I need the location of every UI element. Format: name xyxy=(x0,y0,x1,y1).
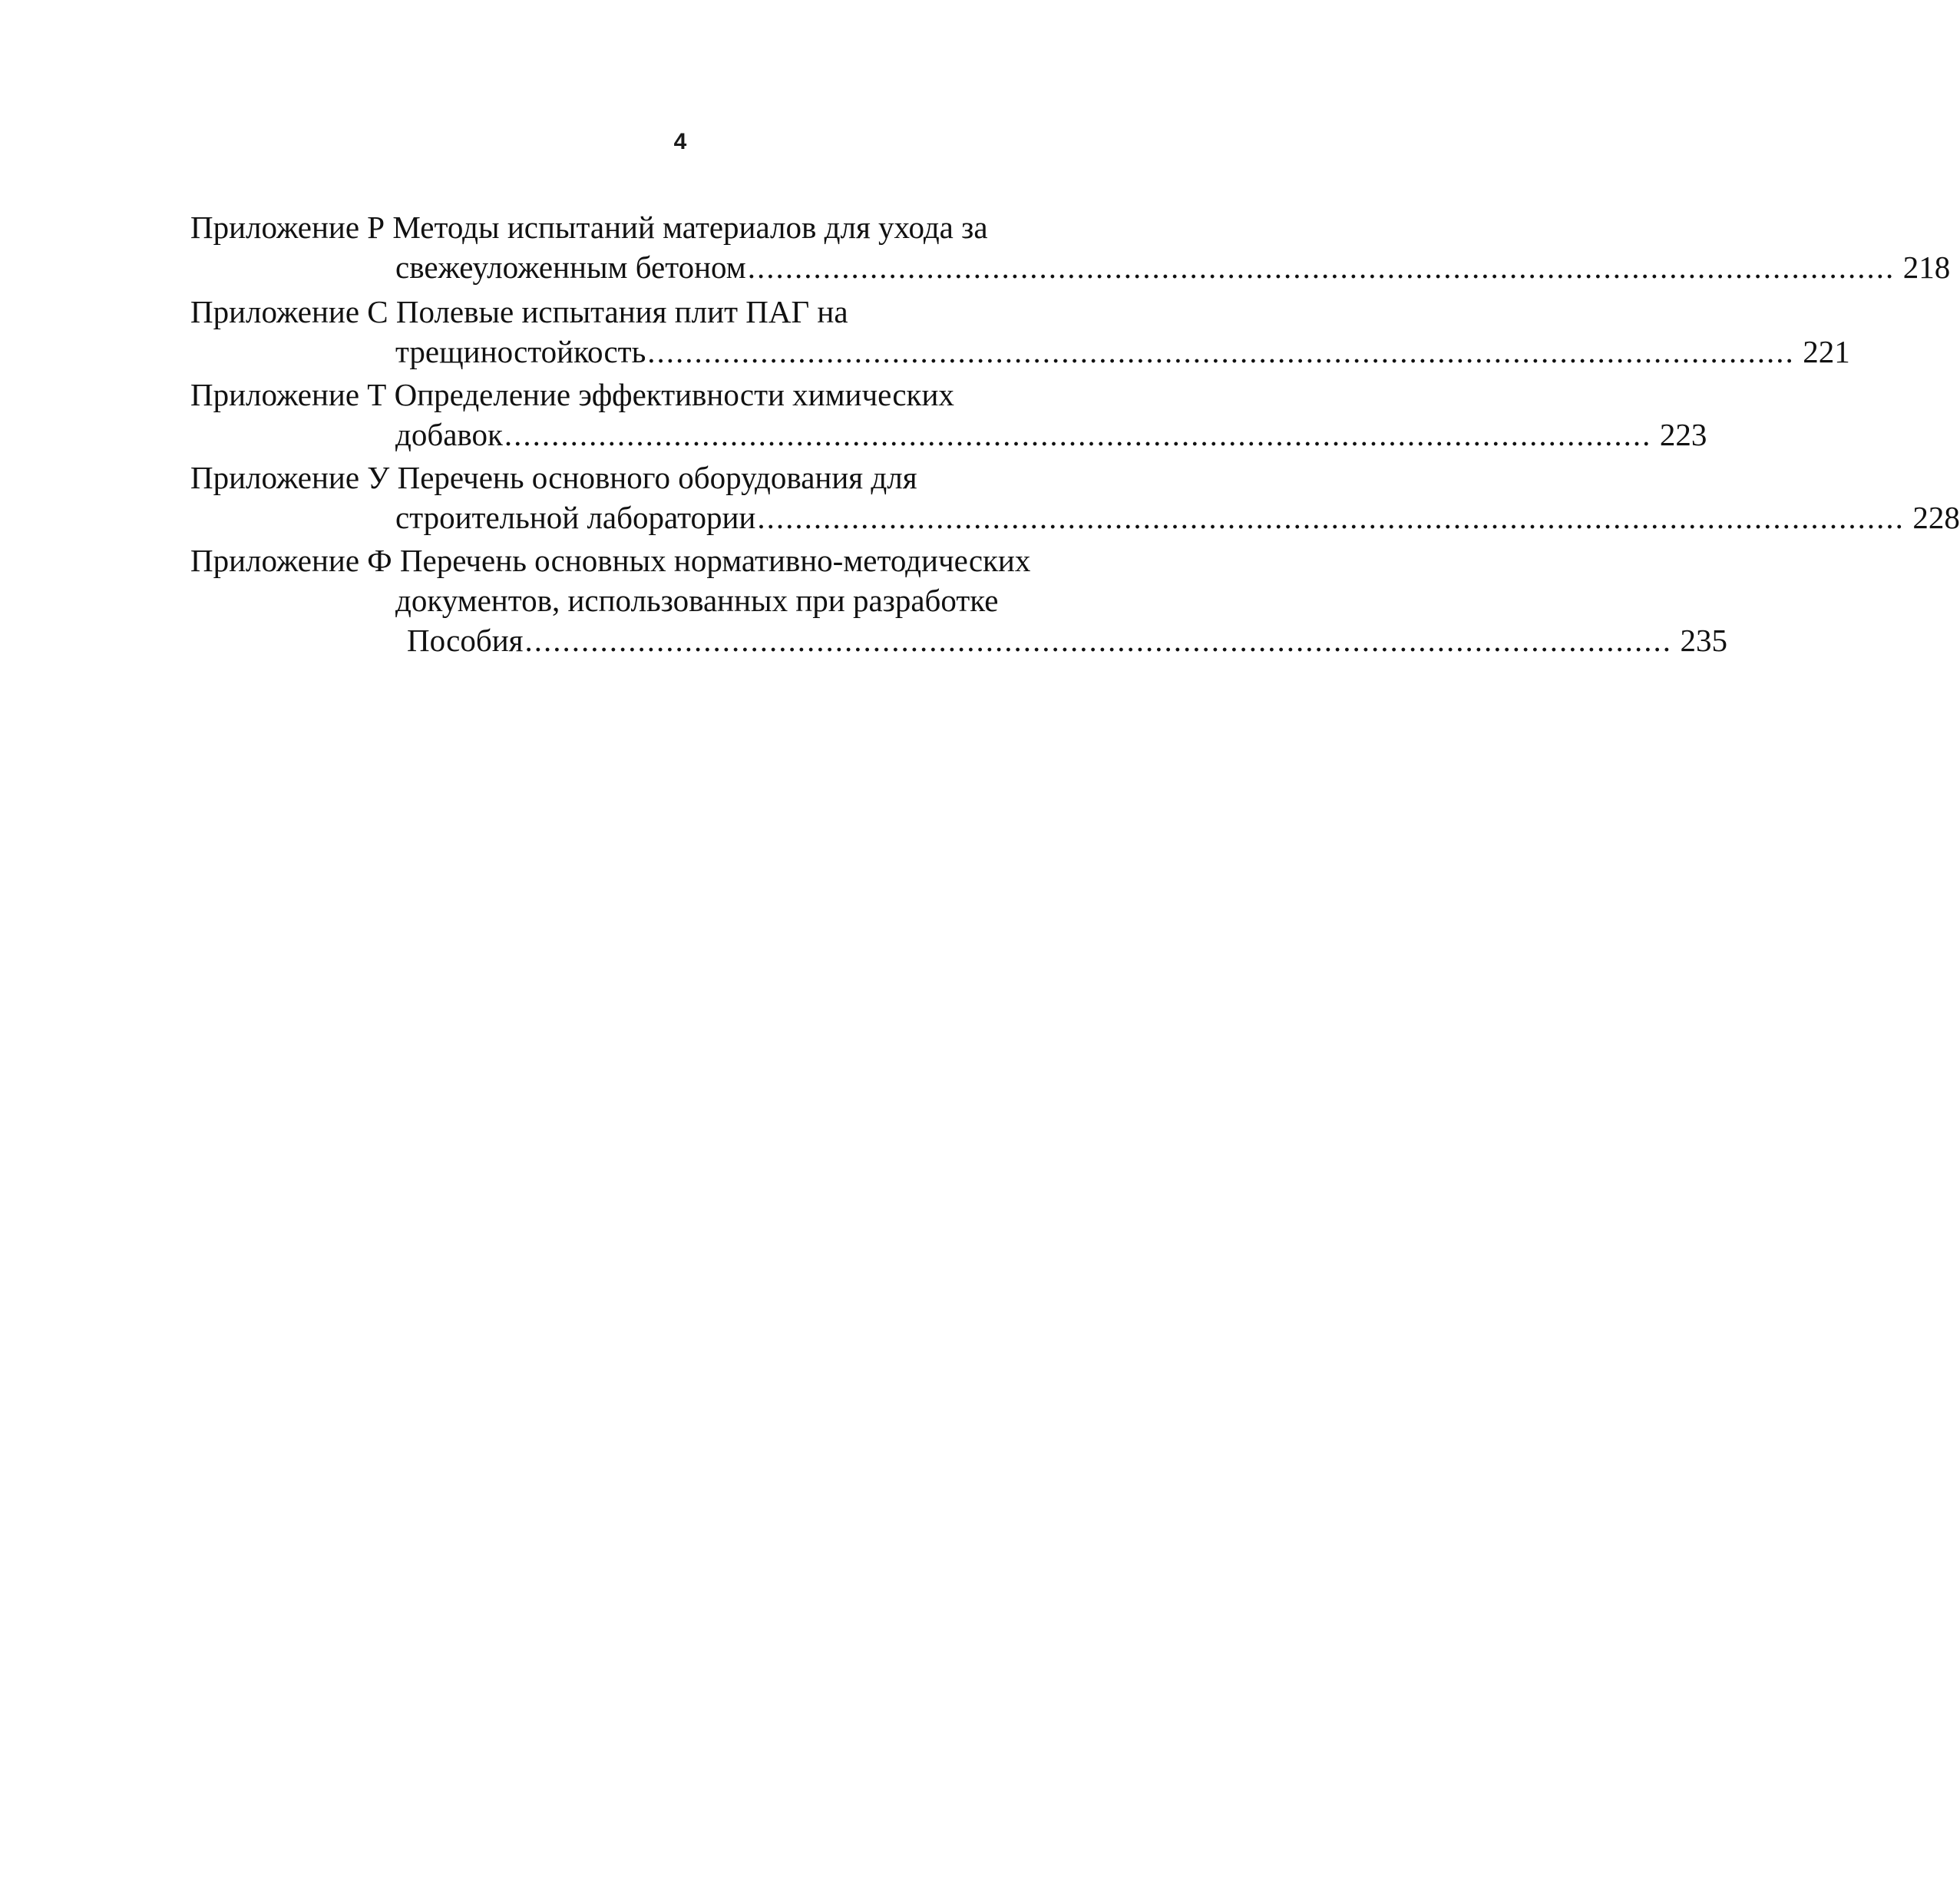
toc-page-number: 221 xyxy=(1803,334,1850,369)
toc-entry-title-middle: документов, использованных при разработке xyxy=(395,583,999,618)
toc-entry-u-heading[interactable] xyxy=(190,458,917,497)
dot-leader: .......................................................................................................................... xyxy=(524,623,1672,658)
toc-entry-t-heading[interactable] xyxy=(190,375,954,415)
toc-entry-r-heading[interactable] xyxy=(190,207,988,247)
toc-entry-title: Определение эффективности химических xyxy=(394,377,954,412)
toc-page-number: 235 xyxy=(1680,623,1727,658)
toc-entry-f-middle xyxy=(395,580,1360,620)
toc-entry-u-continuation[interactable] xyxy=(395,497,1960,537)
dot-leader: .......................................................................................................................... xyxy=(504,417,1652,452)
toc-entry-title: Перечень основного оборудования для xyxy=(397,460,917,495)
toc-entry-t-continuation[interactable] xyxy=(395,415,1707,455)
dot-leader: .......................................................................................................................... xyxy=(757,500,1905,535)
toc-entry-label: Приложение У xyxy=(190,460,390,495)
page-number: 4 xyxy=(673,129,687,154)
toc-entry-title: Перечень основных нормативно-методических xyxy=(399,543,1031,578)
dot-leader: .......................................................................................................................... xyxy=(747,250,1896,285)
toc-entry-title-end: трещиностойкость xyxy=(395,334,646,369)
toc-entry-title-end: строительной лаборатории xyxy=(395,500,756,535)
toc-page-number: 223 xyxy=(1659,417,1707,452)
toc-entry-s-continuation[interactable] xyxy=(395,332,1850,372)
toc-entry-f-continuation[interactable] xyxy=(407,620,1727,660)
dot-leader: .......................................................................................................................... xyxy=(647,334,1795,369)
toc-page-number: 218 xyxy=(1902,250,1951,285)
toc-entry-title-end: добавок xyxy=(395,417,503,452)
toc-entry-label: Приложение С xyxy=(190,294,388,329)
toc-entry-title-end: Пособия xyxy=(407,623,524,658)
toc-entry-label: Приложение Ф xyxy=(190,543,392,578)
toc-entry-title-end: свежеуложенным бетоном xyxy=(395,250,746,285)
toc-entry-s-heading[interactable] xyxy=(190,292,848,332)
toc-page-number: 228 xyxy=(1912,500,1960,535)
toc-entry-title: Методы испытаний материалов для ухода за xyxy=(392,210,988,245)
toc-entry-r-continuation[interactable] xyxy=(395,247,1951,287)
toc-entry-title: Полевые испытания плит ПАГ на xyxy=(395,294,848,329)
toc-entry-f-heading[interactable] xyxy=(190,540,1030,580)
toc-entry-label: Приложение Т xyxy=(190,377,387,412)
toc-entry-label: Приложение Р xyxy=(190,210,385,245)
